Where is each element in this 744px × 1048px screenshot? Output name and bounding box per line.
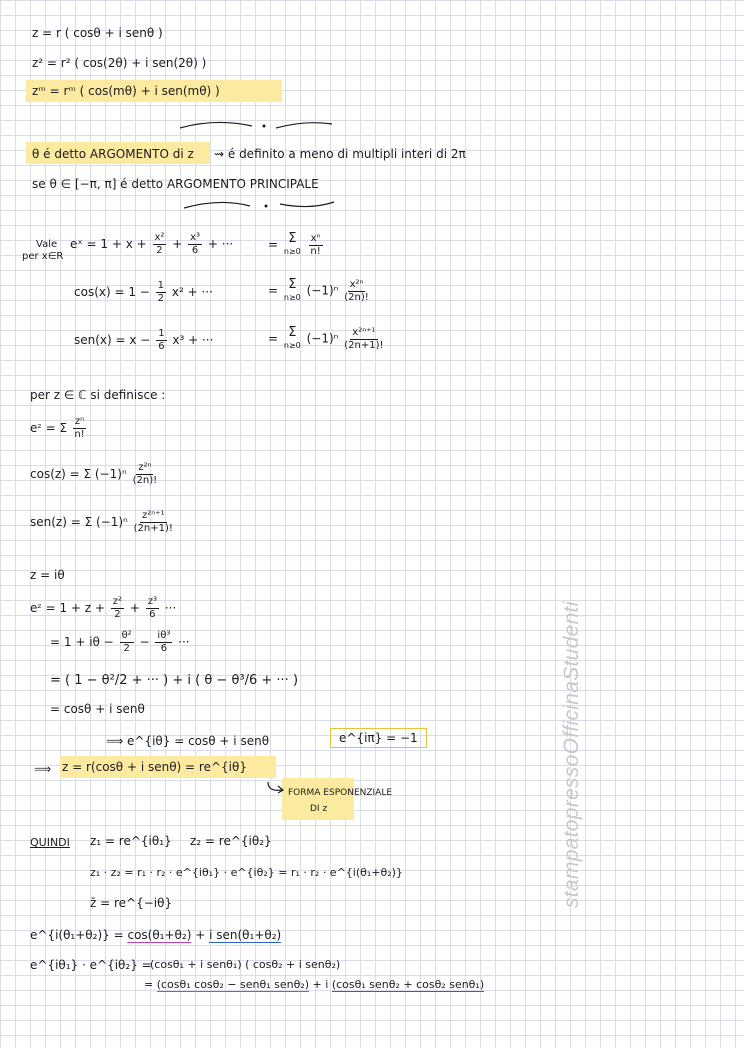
exp-f1-num: x² — [154, 232, 165, 243]
st2-f2-num: iθ³ — [157, 630, 171, 641]
ez-num: zⁿ — [74, 416, 85, 427]
sen-sigma-index: n≥0 — [283, 341, 301, 350]
sen-lhs: sen(x) = x − — [74, 333, 151, 347]
exp-sum — [268, 232, 325, 258]
exp-product-plus-i: + i — [312, 978, 329, 991]
cosz-lhs: cos(z) = Σ (−1)ⁿ — [30, 467, 127, 481]
formula-z-squared: z² = r² ( cos(2θ) + i sen(2θ) ) — [32, 56, 207, 70]
exp-product-step-2: = (cosθ₁ cosθ₂ − senθ₁ senθ₂) + i (cosθ₁ senθ₂ + cosθ₂ senθ₁) — [144, 978, 485, 991]
forma-esponenziale-label: FORMA ESPONENZIALE — [288, 788, 393, 798]
formula-z-m: zᵐ = rᵐ ( cos(mθ) + i sen(mθ) ) — [32, 84, 220, 98]
derivation-step-4: = cosθ + i senθ — [50, 702, 145, 716]
cos-sigma — [284, 278, 301, 304]
exp-sum-lhs: e^{i(θ₁+θ₂)} = — [30, 928, 124, 942]
st2-tail: ··· — [178, 635, 190, 649]
cos-eq: = — [268, 283, 279, 298]
exponential-form: z = r(cosθ + i senθ) = re^{iθ} — [62, 760, 247, 774]
sen-sum-fraction — [344, 327, 383, 352]
ez-lhs: eᶻ = Σ — [30, 421, 68, 435]
exp-sum-plus: + — [195, 928, 206, 942]
separator-2 — [180, 196, 340, 214]
exp-f2-num: x³ — [190, 232, 201, 243]
senz-fraction — [134, 510, 173, 535]
sen-sigma — [284, 326, 301, 352]
cos-sigma-index: n≥0 — [283, 293, 301, 302]
hook-arrow — [264, 780, 288, 796]
cos-lhs: cos(x) = 1 − — [74, 285, 150, 299]
ez-definition — [30, 416, 88, 441]
quindi-label: QUINDI — [30, 836, 70, 849]
exp-sum-den: n! — [310, 245, 321, 257]
exp-series: eˣ = 1 + x + $\frac{\text{x²}}{2}$ + $\frac{\text{x³}}{6}$ + ··· — [70, 232, 234, 256]
product-formula: z₁ · z₂ = r₁ · r₂ · e^{iθ₁} · e^{iθ₂} = r₁ · r₂ · e^{i(θ₁+θ₂)} — [90, 866, 403, 879]
cosz-num: z²ⁿ — [138, 462, 152, 473]
sen-f-den: 6 — [158, 341, 165, 352]
euler-identity-box: e^{iπ} = −1 — [330, 728, 427, 748]
sen-sum-den: (2n+1)! — [344, 339, 384, 351]
st2-minus: − — [139, 635, 150, 649]
sen-sum — [268, 326, 386, 352]
euler-formula: ⟹ e^{iθ} = cosθ + i senθ — [106, 734, 270, 748]
watermark: stampatopressoOfficinaStudenti — [560, 601, 583, 908]
ez-fraction — [73, 416, 86, 441]
derivation-step-3: = ( 1 − θ²/2 + ··· ) + i ( θ − θ³/6 + ··· ) — [50, 673, 299, 688]
sen-sign: (−1)ⁿ — [306, 331, 339, 346]
per-z-definition: per z ∈ ℂ si definisce : — [30, 388, 166, 402]
st2-f1-num: θ² — [121, 630, 132, 641]
label-vale: Vale — [36, 239, 58, 250]
senz-num: z²ⁿ⁺¹ — [142, 510, 165, 521]
sen-fraction — [156, 328, 166, 353]
sen-sum-num: x²ⁿ⁺¹ — [352, 326, 376, 338]
ezs-lhs: eᶻ = 1 + z + — [30, 601, 105, 615]
exp-product-cos-part: (cosθ₁ cosθ₂ − senθ₁ senθ₂) — [156, 978, 310, 991]
sen-series — [74, 328, 213, 353]
exp-product-lhs: e^{iθ₁} · e^{iθ₂} = — [30, 958, 152, 972]
exp-product-step-1: (cosθ₁ + i senθ₁) ( cosθ₂ + i senθ₂) — [150, 958, 341, 971]
cosz-definition — [30, 462, 159, 487]
ezs-f1-den: 2 — [114, 609, 121, 620]
label-per-x: per x∈R — [22, 251, 64, 262]
conjugate-formula: z̄ = re^{−iθ} — [90, 896, 173, 910]
senz-definition — [30, 510, 175, 535]
cos-series — [74, 280, 213, 305]
argomento-definition: θ é detto ARGOMENTO di z — [32, 147, 194, 161]
exp-sum-identity — [30, 928, 281, 942]
ez-den: n! — [74, 429, 85, 440]
sen-tail: x³ + ··· — [172, 333, 214, 347]
z-itheta: z = iθ — [30, 568, 65, 582]
cos-f-den: 2 — [157, 293, 165, 304]
z2-exp: z₂ = re^{iθ₂} — [190, 834, 272, 848]
exp-sum-cos: cos(θ₁+θ₂) — [127, 928, 192, 942]
exp-sum-sen: i sen(θ₁+θ₂) — [209, 928, 282, 942]
exp-eq: = — [268, 237, 279, 252]
sen-sigma-symbol: Σ — [288, 325, 297, 340]
exp-f2-den: 6 — [191, 245, 199, 256]
st2-fraction-2 — [155, 630, 172, 655]
exp-dots: + ··· — [207, 237, 234, 251]
senz-lhs: sen(z) = Σ (−1)ⁿ — [30, 515, 128, 529]
st2-f1-den: 2 — [123, 643, 130, 654]
st2-lhs: = 1 + iθ − — [50, 635, 114, 649]
exp-sigma-symbol: Σ — [288, 231, 297, 246]
exp-sum-fraction — [309, 233, 323, 258]
separator-1 — [176, 116, 336, 134]
di-z-label: DI z — [310, 804, 328, 814]
formula-z-polar: z = r ( cosθ + i senθ ) — [32, 26, 163, 40]
cosz-fraction — [133, 462, 158, 487]
implies-arrow: ⟹ — [34, 762, 52, 776]
exp-fraction-1 — [153, 232, 167, 257]
exp-f1-den: 2 — [156, 245, 163, 256]
ez-series-expansion: eᶻ = 1 + z + $\frac{\text{z²}}{2}$ + $\frac{\text{z³}}{6}$ ··· — [30, 596, 177, 620]
ezs-f2-den: 6 — [149, 609, 156, 620]
ezs-f1-num: z² — [112, 596, 123, 607]
z1-exp: z₁ = re^{iθ₁} — [90, 834, 172, 848]
cos-f-num: 1 — [157, 280, 165, 291]
sen-eq: = — [268, 331, 279, 346]
ezs-fraction-2 — [146, 596, 159, 621]
ezs-fraction-1 — [111, 596, 124, 621]
cos-sign: (−1)ⁿ — [306, 283, 339, 298]
exp-sigma — [284, 232, 301, 258]
cos-sum — [268, 278, 371, 304]
derivation-step-2 — [50, 630, 190, 655]
cos-sum-den: (2n)! — [344, 291, 369, 303]
argomento-principale: se θ ∈ [−π, π] é detto ARGOMENTO PRINCIPALE — [32, 177, 319, 191]
argomento-tail: ⇝ é definito a meno di multipli interi di 2π — [214, 147, 466, 161]
senz-den: (2n+1)! — [133, 523, 173, 534]
sen-f-num: 1 — [158, 328, 165, 339]
exp-product-sen-part: (cosθ₁ senθ₂ + cosθ₂ senθ₁) — [331, 978, 485, 991]
cos-sum-num: x²ⁿ — [349, 278, 364, 290]
st2-fraction-1 — [120, 630, 134, 655]
exp-sum-num: xⁿ — [310, 232, 321, 244]
exp-fraction-2 — [188, 232, 202, 257]
st2-f2-den: 6 — [160, 643, 168, 654]
ezs-tail: ··· — [164, 601, 177, 615]
cos-tail: x² + ··· — [171, 285, 213, 299]
cosz-den: (2n)! — [132, 475, 158, 486]
exp-sigma-index: n≥0 — [283, 247, 301, 256]
cos-sigma-symbol: Σ — [288, 277, 297, 292]
cos-sum-fraction — [344, 279, 369, 304]
ezs-f2-num: z³ — [147, 596, 157, 607]
cos-fraction — [156, 280, 166, 305]
exp-lhs: eˣ = 1 + x + — [70, 237, 147, 251]
